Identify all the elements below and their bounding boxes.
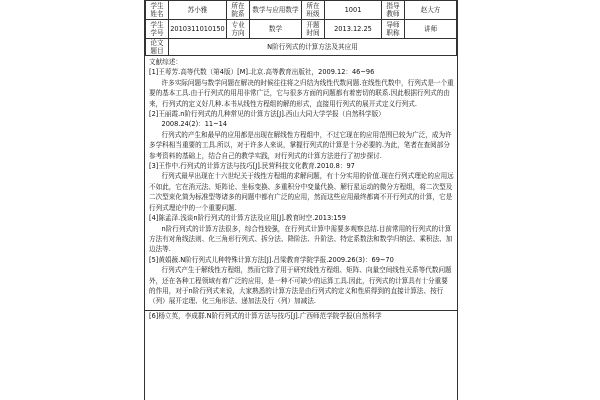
reference-entry: [4]陈孟泽.浅谈n阶行列式的计算方法及应用[J].教育时空.2013:159 <box>149 214 346 223</box>
major-label: 专业 方向 <box>227 20 250 39</box>
student-id-label: 学生 学号 <box>146 20 169 39</box>
student-id-value: 2010311010150 <box>169 20 227 39</box>
review-paragraph: 行列式产生于解线性方程组，然而它除了用于研究线性方程组、矩阵、向量空间线性关系等代数问题外，还在各种工程领域有着广泛的应用，是一种不可缺少的运算工具.因此，行列式的计算具有十分重要的作用，对于n阶行列式来说，大家熟悉的计算方法是由行列式的定义和性质得到的直接计算法、按行（列）展开定理、化三角形法、递加法及行（列）加减法. <box>149 266 452 306</box>
class-label: 所在 班级 <box>302 1 325 20</box>
class-value: 1001 <box>325 1 382 20</box>
reference-entry: [5]黄娟薇.N阶行列式儿种特殊计算方法[J].吕梁教育学院学报.2009.26(3)：69~70 <box>149 255 394 264</box>
literature-review-heading: 文献综述： <box>149 58 182 66</box>
review-paragraph: 许多实际问题与数学问题在解决的时候往往将之归结为线性代数问题.在线性代数中，行列式是一个重要的基本工具.由于行列式的用用非常广泛，它与很多方面的问题都有着密切的联系.因此根据行列式的由来，行列式的定义好几种.本书从线性方程组的解的形式，直接用行列式的展开式定义行列式. <box>149 78 454 108</box>
literature-review-paragraphs <box>149 67 454 306</box>
reference-entry: [2]王丽霞.n阶行列式的几种常见的计算方法[J].西山大同大学学报（自然科学版） <box>149 110 385 119</box>
info-row-2 <box>146 20 457 39</box>
start-date-value: 2013.12.25 <box>325 20 382 39</box>
review-paragraph: 行列式的产生和最早的应用都是出现在解线性方程组中，不过它现在的应用范围已较为广泛，成为许多学科相当重要的工具.所以，对于许多人来说，掌握行列式的计算是十分必要的.为此，笔者在查阅部分参考资料的基础上，结合自己的教学实践，对行列式的计算方法进行了初步探讨. <box>149 130 452 160</box>
proposal-form-sheet <box>144 0 458 400</box>
department-label: 所在 院系 <box>227 1 250 20</box>
advisor-title-label: 导师 职称 <box>382 20 405 39</box>
review-paragraph: 行列式最早出现在十六世纪关于线性方程组的求解问题，有十分实用的价值.现在行列式理论的应用远不如此，它在消元法、矩阵论、坐标变换、多重积分中变量代换、解行星运动的微分方程组，将二次型及二次型束化简为标准型等诸多的问题中都有广泛的应用，然而这些应用最终都离不开行列式的计算，它是行列式理论中的一个重要问题. <box>149 172 454 212</box>
student-info-table <box>145 0 457 56</box>
info-row-3 <box>146 39 457 56</box>
thesis-title-label: 论文 题目 <box>146 39 169 56</box>
advisor-title-value: 讲师 <box>405 20 457 39</box>
bottom-reference: [6]杨立英，李成群.N阶行列式的计算方法与技巧[J].广西师范学院学报(自然科学 <box>145 310 457 321</box>
advisor-name-label: 指导 教师 <box>382 1 405 20</box>
reference-entry: [1]王萼芳.高等代数（第4版）[M].北京.高等教育出版社，2009.12：46~96 <box>149 68 375 77</box>
reference-entry: 2008.24(2)：11~14 <box>161 120 228 129</box>
literature-review-body <box>145 56 457 321</box>
student-name-label: 学生 姓名 <box>146 1 169 20</box>
major-value: 数学 <box>250 20 302 39</box>
review-paragraph: n阶行列式的计算方法很多，综合性较强，在行列式计算中需要多观察总结.目前常用的行列式的计算方法有对角线法则、化三角形行列式、拆分法、降阶法、升阶法、特定系数法和数学归纳法、乘积法、加边法等. <box>149 224 453 254</box>
reference-entry: [3]王作中.行列式的计算方法与技巧[J].民营科技文化教育.2010.8：97 <box>149 162 355 171</box>
start-date-label: 开题 时间 <box>302 20 325 39</box>
thesis-title-value: N阶行列式的计算方法及其应用 <box>169 39 457 56</box>
student-name-value: 苏小雅 <box>169 1 227 20</box>
info-row-1 <box>146 1 457 20</box>
department-value: 数学与应用数学 <box>250 1 302 20</box>
advisor-name-value: 赵大方 <box>405 1 457 20</box>
